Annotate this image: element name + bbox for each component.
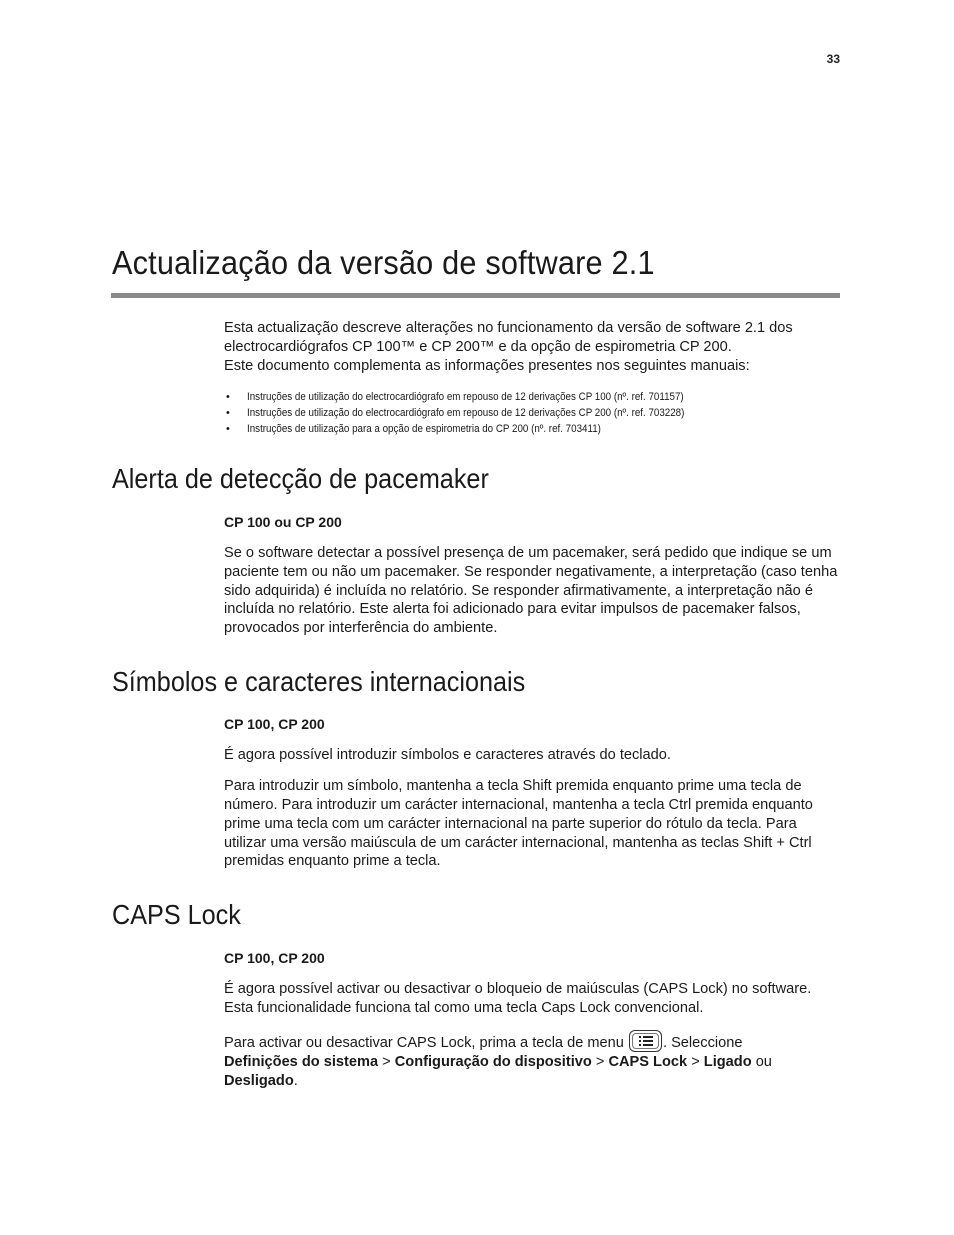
menu-path-on: Ligado — [703, 1053, 752, 1070]
section-heading-symbols: Símbolos e caracteres internacionais — [112, 666, 526, 697]
bullet-icon: • — [226, 407, 230, 420]
paragraph: Se o software detectar a possível presença de um pacemaker, será pedido que indique se um paciente tem ou não um pacemaker. Se responder negativamente, a interpretação (caso tenha sido adquirida) é incluída no relatório. Se responder afirmativamente, a interpretação não é incluída no relatório. Este alerta foi adicionado para evitar impulsos de pacemaker falsos, provocados por interferência do ambiente. — [224, 545, 838, 637]
page-title: Actualização da versão de software 2.1 — [112, 244, 655, 281]
section-body-pacemaker — [224, 544, 840, 638]
list-item: • Instruções de utilização do electrocardiógrafo em repouso de 12 derivações CP 100 (nº. ref. 701157) — [224, 389, 840, 405]
caps-lock-instruction: Para activar ou desactivar CAPS Lock, prima a tecla de menu . Seleccione Definições do sistema > Configuração do dispositivo > CAPS Lock > Ligado ou Desligado. — [224, 1030, 840, 1090]
section-heading-pacemaker: Alerta de detecção de pacemaker — [112, 463, 489, 494]
paragraph: Para introduzir um símbolo, mantenha a tecla Shift premida enquanto prime uma tecla de número. Para introduzir um carácter internacional, mantenha a tecla Ctrl premida enquanto prime uma tecla com um carácter internacional na parte superior do rótulo da tecla. Para utilizar uma versão maiúscula de um carácter internacional, mantenha as teclas Shift + Ctrl premidas enquanto prime a tecla. — [224, 778, 813, 870]
intro-paragraph: Esta actualização descreve alterações no funcionamento da versão de software 2.1 dos electrocardiógrafos CP 100™ e CP 200™ e da opção de espirometria CP 200. — [224, 320, 793, 355]
paragraph: É agora possível introduzir símbolos e caracteres através do teclado. — [224, 747, 671, 763]
menu-path-system-settings: Definições do sistema — [224, 1053, 379, 1070]
title-rule — [111, 293, 840, 298]
section-body-symbols — [224, 746, 840, 871]
menu-path-caps-lock: CAPS Lock — [608, 1053, 688, 1070]
menu-path-off: Desligado — [224, 1072, 294, 1089]
paragraph: É agora possível activar ou desactivar o bloqueio de maiúsculas (CAPS Lock) no software. Esta funcionalidade funciona tal como uma tecla Caps Lock convencional. — [224, 981, 812, 1016]
section-subhead-pacemaker: CP 100 ou CP 200 — [224, 514, 342, 530]
intro-text — [224, 319, 840, 375]
section-subhead-caps-lock: CP 100, CP 200 — [224, 950, 325, 966]
bullet-icon: • — [226, 423, 230, 436]
page-number: 33 — [826, 52, 840, 66]
menu-key-icon — [629, 1030, 662, 1052]
manual-list — [224, 389, 840, 438]
section-heading-caps-lock: CAPS Lock — [112, 899, 241, 930]
menu-path-device-config: Configuração do dispositivo — [394, 1053, 592, 1070]
section-subhead-symbols: CP 100, CP 200 — [224, 716, 325, 732]
list-item: • Instruções de utilização do electrocardiógrafo em repouso de 12 derivações CP 200 (nº. ref. 703228) — [224, 405, 840, 421]
section-body-caps-lock — [224, 980, 840, 1090]
list-item: • Instruções de utilização para a opção de espirometria do CP 200 (nº. ref. 703411) — [224, 421, 840, 437]
bullet-icon: • — [226, 391, 230, 403]
intro-paragraph-complement: Este documento complementa as informações presentes nos seguintes manuais: — [224, 357, 750, 374]
